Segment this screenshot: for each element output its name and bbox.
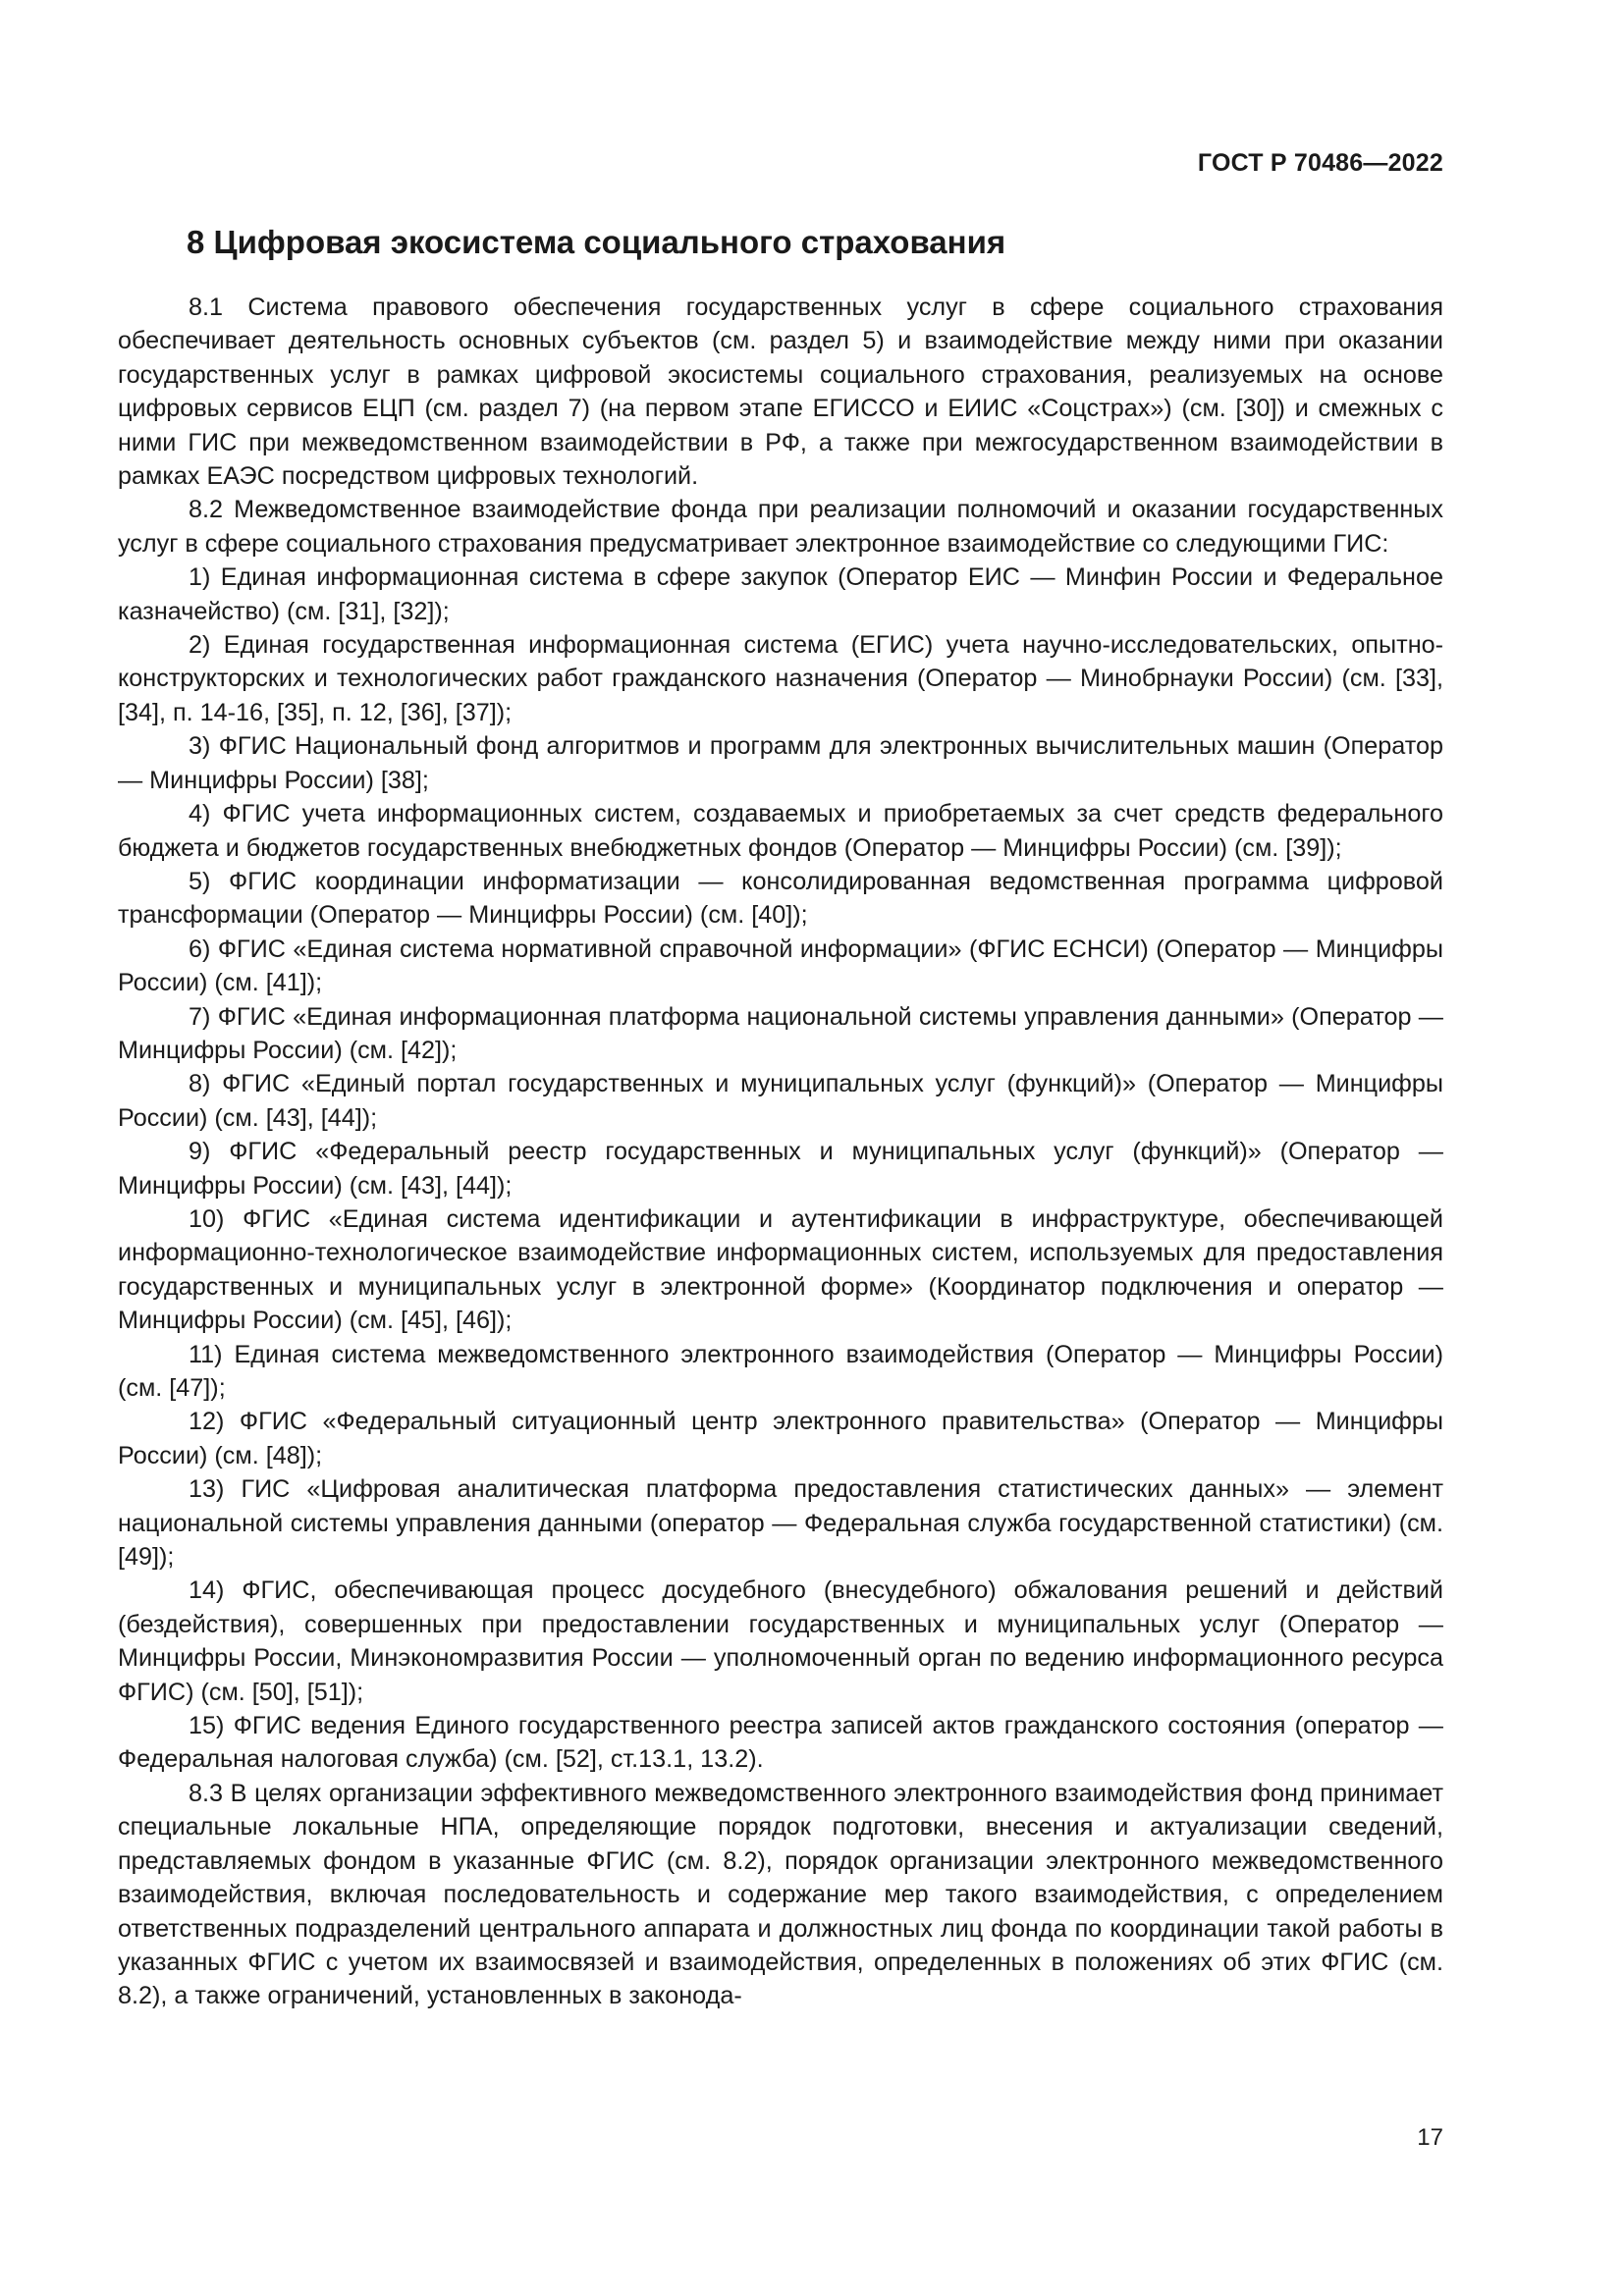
list-item-14: 14) ФГИС, обеспечивающая процесс досудебного (внесудебного) обжалования решений и действий (бездействия), совершенных при предоставлении государственных и муниципальных услуг (Оператор — Минцифры России, Минэкономразвития России — уполномоченный орган по ведению информационного ресурса ФГИС) (см. [50], [51]);	[118, 1576, 1443, 1706]
list-item-10: 10) ФГИС «Единая система идентификации и аутентификации в инфраструктуре, обеспечивающей информационно-технологическое взаимодействие информационных систем, используемых для предоставления государственных и муниципальных услуг в электронной форме» (Координатор подключения и оператор — Минцифры России) (см. [45], [46]);	[118, 1204, 1443, 1335]
list-item-9: 9) ФГИС «Федеральный реестр государственных и муниципальных услуг (функций)» (Оператор — Минцифры России) (см. [43], [44]);	[118, 1138, 1443, 1200]
list-item-12: 12) ФГИС «Федеральный ситуационный центр электронного правительства» (Оператор — Минцифры России) (см. [48]);	[118, 1408, 1443, 1469]
document-body	[118, 291, 1443, 2013]
paragraph-8-3: 8.3 В целях организации эффективного межведомственного электронного взаимодействия фонд принимает специальные локальные НПА, определяющие порядок подготовки, внесения и актуализации сведений, представляемых фондом в указанные ФГИС (см. 8.2), порядок организации электронного межведомственного взаимодействия, включая последовательность и содержание мер такого взаимодействия, с определением ответственных подразделений центрального аппарата и должностных лиц фонда по координации такой работы в указанных ФГИС с учетом их взаимосвязей и взаимодействия, определенных в положениях об этих ФГИС (см. 8.2), а также ограничений, установленных в законода-	[118, 1779, 1443, 2010]
list-item-3: 3) ФГИС Национальный фонд алгоритмов и программ для электронных вычислительных машин (Оператор — Минцифры России) [38];	[118, 732, 1443, 794]
list-item-1: 1) Единая информационная система в сфере закупок (Оператор ЕИС — Минфин России и Федеральное казначейство) (см. [31], [32]);	[118, 563, 1443, 625]
paragraph-8-1: 8.1 Система правового обеспечения государственных услуг в сфере социального страхования обеспечивает деятельность основных субъектов (см. раздел 5) и взаимодействие между ними при оказании государственных услуг в рамках цифровой экосистемы социального страхования, реализуемых на основе цифровых сервисов ЕЦП (см. раздел 7) (на первом этапе ЕГИССО и ЕИИС «Соцстрах») (см. [30]) и смежных с ними ГИС при межведомственном взаимодействии в РФ, а также при межгосударственном взаимодействии в рамках ЕАЭС посредством цифровых технологий.	[118, 294, 1443, 491]
list-item-13: 13) ГИС «Цифровая аналитическая платформа предоставления статистических данных» — элемент национальной системы управления данными (оператор — Федеральная служба государственной статистики) (см. [49]);	[118, 1475, 1443, 1572]
document-code: ГОСТ Р 70486—2022	[1197, 149, 1443, 177]
paragraph-8-2: 8.2 Межведомственное взаимодействие фонда при реализации полномочий и оказании государственных услуг в сфере социального страхования предусматривает электронное взаимодействие со следующими ГИС:	[118, 496, 1443, 558]
list-item-7: 7) ФГИС «Единая информационная платформа национальной системы управления данными» (Оператор — Минцифры России) (см. [42]);	[118, 1002, 1443, 1064]
list-item-2: 2) Единая государственная информационная система (ЕГИС) учета научно-исследовательских, опытно-конструкторских и технологических работ гражданского назначения (Оператор — Минобрнауки России) (см. [33], [34], п. 14-16, [35], п. 12, [36], [37]);	[118, 631, 1443, 726]
list-item-5: 5) ФГИС координации информатизации — консолидированная ведомственная программа цифровой трансформации (Оператор — Минцифры России) (см. [40]);	[118, 867, 1443, 930]
list-item-11: 11) Единая система межведомственного электронного взаимодействия (Оператор — Минцифры России) (см. [47]);	[118, 1340, 1443, 1402]
list-item-15: 15) ФГИС ведения Единого государственного реестра записей актов гражданского состояния (оператор — Федеральная налоговая служба) (см. [52], ст.13.1, 13.2).	[118, 1712, 1443, 1774]
section-title: 8 Цифровая экосистема социального страхования	[187, 224, 1006, 260]
list-item-6: 6) ФГИС «Единая система нормативной справочной информации» (ФГИС ЕСНСИ) (Оператор — Минцифры России) (см. [41]);	[118, 934, 1443, 997]
page-number: 17	[1417, 2124, 1443, 2151]
list-item-4: 4) ФГИС учета информационных систем, создаваемых и приобретаемых за счет средств федерального бюджета и бюджетов государственных внебюджетных фондов (Оператор — Минцифры России) (см. [39]);	[118, 800, 1443, 862]
list-item-8: 8) ФГИС «Единый портал государственных и муниципальных услуг (функций)» (Оператор — Минцифры России) (см. [43], [44]);	[118, 1070, 1443, 1132]
